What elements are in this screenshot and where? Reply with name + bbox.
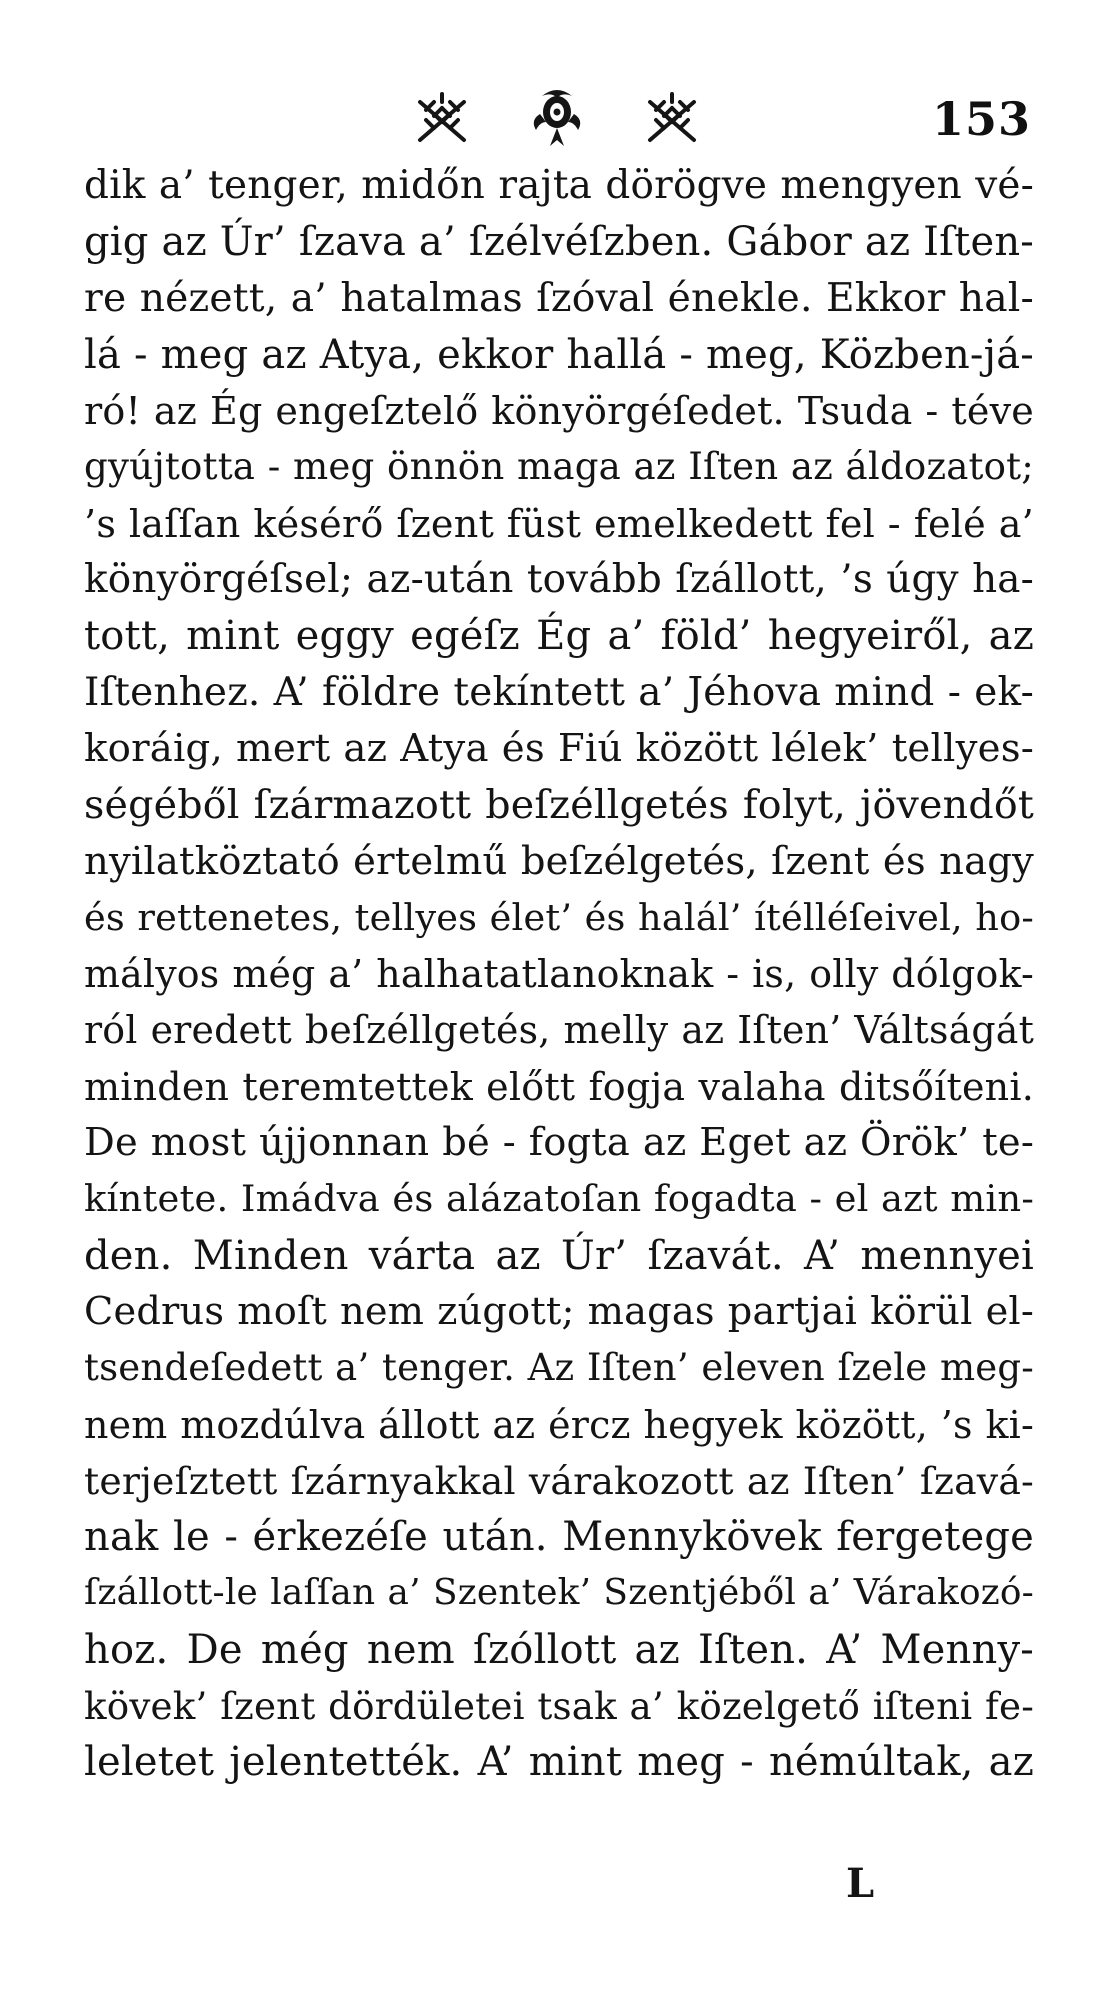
text-line: mályos még a’ halhatatlanoknak - is, olly dólgok-	[84, 952, 1034, 997]
crossed-leaves-ornament-left-icon	[420, 94, 464, 140]
text-line: lá - meg az Atya, ekkor hallá - meg, Közben-já-	[84, 331, 1034, 378]
text-line: kövek’ ſzent dördületei tsak a’ közelgető iſteni fe-	[84, 1684, 1034, 1729]
text-line: Cedrus moſt nem zúgott; magas partjai körül el-	[84, 1288, 1034, 1334]
text-line: minden teremtettek előtt fogja valaha ditsőíteni.	[84, 1064, 1034, 1109]
text-line: ’s laſſan késérő ſzent füst emelkedett fel - felé a’	[84, 501, 1034, 546]
text-line: gig az Úr’ ſzava a’ ſzélvéſzben. Gábor az Iſten-	[84, 219, 1034, 266]
text-line: re nézett, a’ hatalmas ſzóval énekle. Ekkor hal-	[84, 275, 1034, 321]
text-line: kíntete. Imádva és alázatoſan fogadta - el azt min-	[84, 1177, 1034, 1221]
text-line: dik a’ tenger, midőn rajta dörögve mengyen vé-	[84, 163, 1034, 208]
crossed-leaves-ornament-right-icon	[650, 94, 694, 140]
page-header	[0, 82, 1115, 162]
text-line: terjeſztett ſzárnyakkal várakozott az Iſten’ ſzavá-	[84, 1458, 1034, 1503]
text-line: De most újjonnan bé - fogta az Eget az Örök’ te-	[84, 1120, 1034, 1166]
text-line: ſzállott-le laſſan a’ Szentek’ Szentjéből a’ Várakozó-	[84, 1572, 1034, 1614]
text-line: nem mozdúlva állott az ércz hegyek között, ’s ki-	[84, 1402, 1034, 1447]
text-line: gyújtotta - meg önnön maga az Iſten az áldozatot;	[84, 445, 1034, 489]
text-line: könyörgéſsel; az-után tovább ſzállott, ’s úgy ha-	[84, 557, 1034, 603]
catchword: L	[846, 1860, 875, 1907]
text-line: ró! az Ég engeſztelő könyörgéſedet. Tsuda - téve	[84, 389, 1034, 434]
text-line: nak le - érkezéſe után. Mennykövek fergetege	[84, 1514, 1034, 1561]
text-line: koráig, mert az Atya és Fiú között lélek’ tellyes-	[84, 725, 1034, 771]
floral-ornament-center-icon	[534, 90, 581, 146]
text-line: és rettenetes, tellyes élet’ és halál’ ítélléſeivel, ho-	[84, 895, 1034, 939]
page-number: 153	[931, 92, 1031, 146]
text-line: ról eredett beſzéllgetés, melly az Iſten’ Váltságát	[84, 1008, 1034, 1053]
text-line: Iſtenhez. A’ földre tekíntett a’ Jéhova mind - ek-	[84, 669, 1034, 715]
text-line: tsendeſedett a’ tenger. Az Iſten’ eleven ſzele meg-	[84, 1346, 1034, 1390]
body-text	[84, 158, 1034, 1791]
text-line: hoz. De még nem ſzóllott az Iſten. A’ Menny-	[84, 1626, 1034, 1673]
text-line: den. Minden várta az Úr’ ſzavát. A’ mennyei	[84, 1232, 1034, 1279]
header-ornaments	[412, 82, 702, 152]
text-line: ségéből ſzármazott beſzéllgetés folyt, jövendőt	[84, 782, 1034, 829]
text-line: leletet jelentették. A’ mint meg - némúltak, az	[84, 1739, 1034, 1786]
text-line: nyilatköztató értelmű beſzélgetés, ſzent és nagy	[84, 838, 1034, 884]
text-line: tott, mint eggy egéſz Ég a’ föld’ hegyeiről, az	[84, 613, 1034, 660]
